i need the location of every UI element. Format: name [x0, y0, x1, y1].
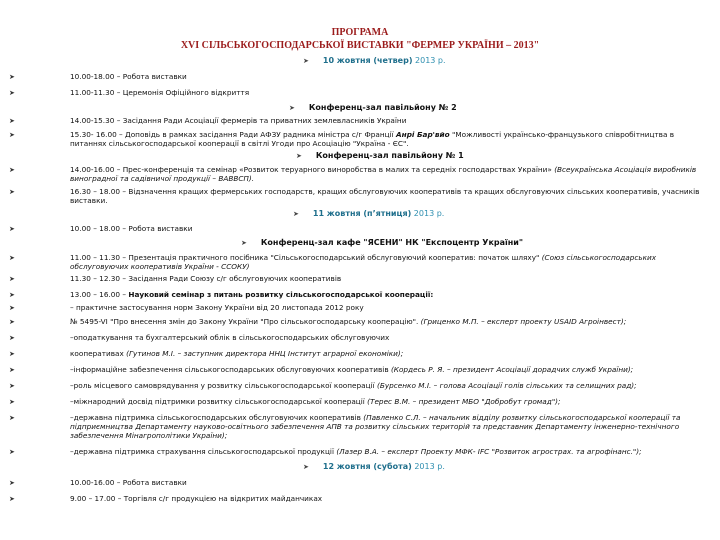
arrow-bullet-icon: ➤ — [9, 304, 15, 312]
arrow-bullet-icon: ➤ — [9, 166, 15, 174]
arrow-bullet-icon: ➤ — [296, 152, 302, 160]
day-heading-2 — [293, 209, 444, 218]
arrow-bullet-icon: ➤ — [9, 291, 15, 299]
program-item: –державна підтримка страхування сільськогосподарської продукції (Лазер В.А. – експерт Проекту МФК- IFC "Розвиток агрострах. та агрофінанс."); — [70, 447, 642, 456]
arrow-bullet-icon: ➤ — [9, 318, 15, 326]
program-item: 10.00-18.00 – Робота виставки — [70, 72, 187, 81]
program-item: № 5495-VI "Про внесення змін до Закону України "Про сільськогосподарську кооперацію". (Гриценко М.П. – експерт проекту USAID Агроінвест); — [70, 317, 627, 326]
arrow-bullet-icon: ➤ — [9, 414, 15, 422]
arrow-bullet-icon: ➤ — [9, 448, 15, 456]
arrow-bullet-icon: ➤ — [241, 239, 247, 247]
program-item: 10.00-16.00 – Робота виставки — [70, 478, 187, 487]
arrow-bullet-icon: ➤ — [9, 275, 15, 283]
arrow-bullet-icon: ➤ — [9, 398, 15, 406]
program-item: 11.00 – 11.30 – Презентація практичного посібника "Сільськогосподарський обслуговуючий кооператив: початок шляху" (Союз сільськогосподарських обслуговуючих кооперативів України - ССОКУ) — [70, 253, 657, 271]
arrow-bullet-icon: ➤ — [293, 210, 299, 218]
program-item: –інформаційне забезпечення сільськогосподарських обслуговуючих кооперативів (Кордесь Р. Я. – президент Асоціації дорадчих служб України); — [70, 365, 634, 374]
arrow-bullet-icon: ➤ — [9, 89, 15, 97]
venue-heading-3 — [241, 238, 523, 247]
program-item: 16.30 – 18.00 – Відзначення кращих фермерських господарств, кращих обслуговуючих кооперативів та кращих обслуговуючих сільських кооперативів, учасників виставки. — [70, 187, 700, 205]
venue-heading-1 — [289, 103, 457, 112]
arrow-bullet-icon: ➤ — [9, 131, 15, 139]
arrow-bullet-icon: ➤ — [9, 225, 15, 233]
venue-label: Конференц-зал кафе "ЯСЕНИ" НК "Експоцентр України" — [260, 238, 524, 247]
program-item: 13.00 – 16.00 – Науковий семінар з питань розвитку сільськогосподарської кооперації: — [70, 290, 434, 299]
program-item: 10.00 – 18.00 – Робота виставки — [70, 224, 193, 233]
day-year: 2013 р. — [414, 462, 445, 471]
arrow-bullet-icon: ➤ — [303, 57, 309, 65]
arrow-bullet-icon: ➤ — [9, 73, 15, 81]
venue-label: Конференц-зал павільйону № 1 — [315, 151, 464, 160]
program-item: –оподаткування та бухгалтерський облік в сільськогосподарських обслуговуючих — [70, 333, 390, 342]
arrow-bullet-icon: ➤ — [9, 382, 15, 390]
exhibition-heading: XVI СІЛЬСЬКОГОСПОДАРСЬКОЇ ВИСТАВКИ "ФЕРМЕР УКРАЇНИ – 2013" — [180, 40, 540, 51]
venue-label: Конференц-зал павільйону № 2 — [308, 103, 457, 112]
arrow-bullet-icon: ➤ — [9, 254, 15, 262]
program-item: 9.00 – 17.00 – Торгівля с/г продукцією на відкритих майданчиках — [70, 494, 323, 503]
arrow-bullet-icon: ➤ — [9, 495, 15, 503]
arrow-bullet-icon: ➤ — [9, 479, 15, 487]
arrow-bullet-icon: ➤ — [9, 188, 15, 196]
venue-heading-2 — [296, 151, 464, 160]
day-heading-1 — [303, 56, 446, 65]
program-item: 11.00-11.30 – Церемонія Офіційного відкриття — [70, 88, 250, 97]
arrow-bullet-icon: ➤ — [9, 334, 15, 342]
program-item: –роль місцевого самоврядування у розвитку сільськогосподарської кооперації (Бурсенко М.І. – голова Асоціації голів сільських та селищних рад); — [70, 381, 637, 390]
day-heading-3 — [303, 462, 445, 471]
arrow-bullet-icon: ➤ — [9, 117, 15, 125]
day-year: 2013 р. — [415, 56, 446, 65]
day-date: 10 жовтня (четвер) — [322, 56, 413, 65]
arrow-bullet-icon: ➤ — [9, 366, 15, 374]
arrow-bullet-icon: ➤ — [289, 104, 295, 112]
day-date: 12 жовтня (субота) — [322, 462, 412, 471]
program-item: 14.00-15.30 – Засідання Ради Асоціації фермерів та приватних землевласників України — [70, 116, 407, 125]
program-heading: ПРОГРАМА — [331, 27, 389, 38]
day-date: 11 жовтня (п’ятниця) — [312, 209, 412, 218]
program-item: 11.30 – 12.30 – Засідання Ради Союзу с/г обслуговуючих кооперативів — [70, 274, 342, 283]
program-item: 15.30- 16.00 – Доповідь в рамках засідання Ради АФЗУ радника міністра с/г Франції Анрі Бар'вйо "Можливості українсько-французького співробітництва в питаннях сільськогосподарської кооперації в світлі Угоди про Асоціацію "Україна - ЄС". — [70, 130, 675, 148]
program-item: –міжнародний досвід підтримки розвитку сільськогосподарської кооперації (Терес В.М. – президент МБО "Добробут громад"); — [70, 397, 561, 406]
program-item: – практичне застосування норм Закону України від 20 листопада 2012 року — [70, 303, 364, 312]
program-item: 14.00-16.00 – Прес-конференція та семінар «Розвиток теруарного виноробства в малих та середніх господарствах України» (Всеукраїнська Асоціація виробників виноградної та садівничої продукції – ВАВВСП). — [70, 165, 697, 183]
program-item: –державна підтримка сільськогосподарських обслуговуючих кооперативів (Павленко С.Л. – начальник відділу розвитку сільськогосподарської кооперації та підприємництва Департаменту науково-освітнього забезпечення АПВ та розвитку сільських територій та представник Департаменту інженерно-технічного забезпечення Мінагрополітики України); — [70, 413, 681, 440]
day-year: 2013 р. — [413, 209, 445, 218]
arrow-bullet-icon: ➤ — [9, 350, 15, 358]
program-item: кооперативах (Гутинов М.І. – заступник директора ННЦ Інститут аграрної економіки); — [70, 349, 404, 358]
arrow-bullet-icon: ➤ — [303, 463, 309, 471]
